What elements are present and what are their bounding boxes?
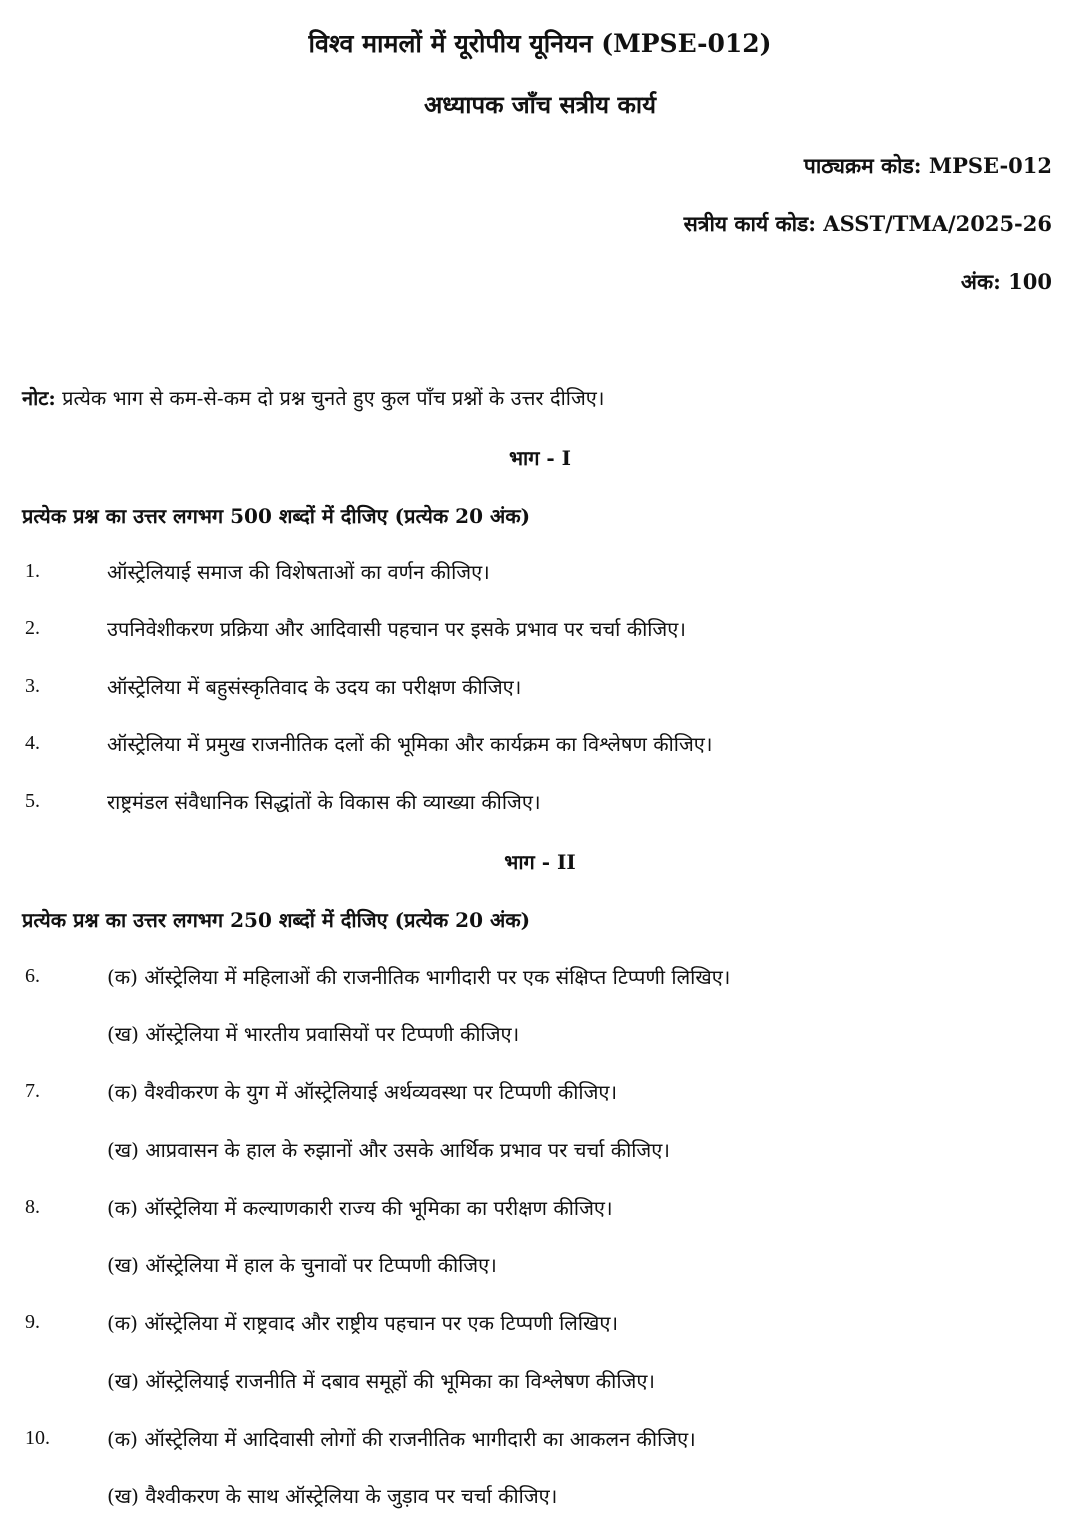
question-number: 10. <box>25 1427 50 1449</box>
document-subtitle: अध्यापक जाँच सत्रीय कार्य <box>423 90 657 119</box>
question-text: राष्ट्रमंडल संवैधानिक सिद्धांतों के विकास की व्याख्या कीजिए। <box>107 790 541 814</box>
question-text: ऑस्ट्रेलिया में प्रमुख राजनीतिक दलों की भूमिका और कार्यक्रम का विश्लेषण कीजिए। <box>107 732 713 756</box>
question-number: 1. <box>25 560 40 582</box>
question-part-b: (ख) ऑस्ट्रेलिया में हाल के चुनावों पर टिप्पणी कीजिए। <box>107 1253 497 1277</box>
question-number: 3. <box>25 675 40 697</box>
question-part-b: (ख) ऑस्ट्रेलिया में भारतीय प्रवासियों पर टिप्पणी कीजिए। <box>107 1022 520 1046</box>
question-part-a: (क) वैश्वीकरण के युग में ऑस्ट्रेलियाई अर्थव्यवस्था पर टिप्पणी कीजिए। <box>107 1080 618 1104</box>
question-part-a: (क) ऑस्ट्रेलिया में राष्ट्रवाद और राष्ट्रीय पहचान पर एक टिप्पणी लिखिए। <box>107 1311 619 1335</box>
question-number: 9. <box>25 1311 40 1333</box>
note-label: नोट: <box>22 386 56 410</box>
question-part-a: (क) ऑस्ट्रेलिया में कल्याणकारी राज्य की भूमिका का परीक्षण कीजिए। <box>107 1196 613 1220</box>
total-marks: अंक: 100 <box>960 269 1052 294</box>
question-number: 5. <box>25 790 40 812</box>
part-2-instruction: प्रत्येक प्रश्न का उत्तर लगभग 250 शब्दों में दीजिए (प्रत्येक 20 अंक) <box>22 908 531 932</box>
part-1-heading: भाग - I <box>508 446 572 470</box>
question-number: 6. <box>25 965 40 987</box>
question-text: ऑस्ट्रेलियाई समाज की विशेषताओं का वर्णन कीजिए। <box>107 560 490 584</box>
note <box>22 384 604 411</box>
question-number: 8. <box>25 1196 40 1218</box>
question-part-b: (ख) आप्रवासन के हाल के रुझानों और उसके आर्थिक प्रभाव पर चर्चा कीजिए। <box>107 1138 670 1162</box>
question-number: 7. <box>25 1080 40 1102</box>
question-part-b: (ख) वैश्वीकरण के साथ ऑस्ट्रेलिया के जुड़ाव पर चर्चा कीजिए। <box>107 1484 558 1508</box>
part-2-heading: भाग - II <box>504 850 576 874</box>
question-part-a: (क) ऑस्ट्रेलिया में महिलाओं की राजनीतिक भागीदारी पर एक संक्षिप्त टिप्पणी लिखिए। <box>107 965 731 989</box>
question-text: उपनिवेशीकरण प्रक्रिया और आदिवासी पहचान पर इसके प्रभाव पर चर्चा कीजिए। <box>107 617 686 641</box>
question-number: 2. <box>25 617 40 639</box>
question-part-a: (क) ऑस्ट्रेलिया में आदिवासी लोगों की राजनीतिक भागीदारी का आकलन कीजिए। <box>107 1427 696 1451</box>
assignment-code: सत्रीय कार्य कोड: ASST/TMA/2025-26 <box>683 211 1052 236</box>
question-text: ऑस्ट्रेलिया में बहुसंस्कृतिवाद के उदय का परीक्षण कीजिए। <box>107 675 522 699</box>
note-text: प्रत्येक भाग से कम-से-कम दो प्रश्न चुनते हुए कुल पाँच प्रश्नों के उत्तर दीजिए। <box>55 386 605 410</box>
course-code: पाठ्यक्रम कोड: MPSE-012 <box>803 153 1052 178</box>
document-title: विश्व मामलों में यूरोपीय यूनियन (MPSE-012) <box>308 29 772 58</box>
question-part-b: (ख) ऑस्ट्रेलियाई राजनीति में दबाव समूहों की भूमिका का विश्लेषण कीजिए। <box>107 1369 655 1393</box>
part-1-instruction: प्रत्येक प्रश्न का उत्तर लगभग 500 शब्दों में दीजिए (प्रत्येक 20 अंक) <box>22 504 531 528</box>
question-number: 4. <box>25 732 40 754</box>
